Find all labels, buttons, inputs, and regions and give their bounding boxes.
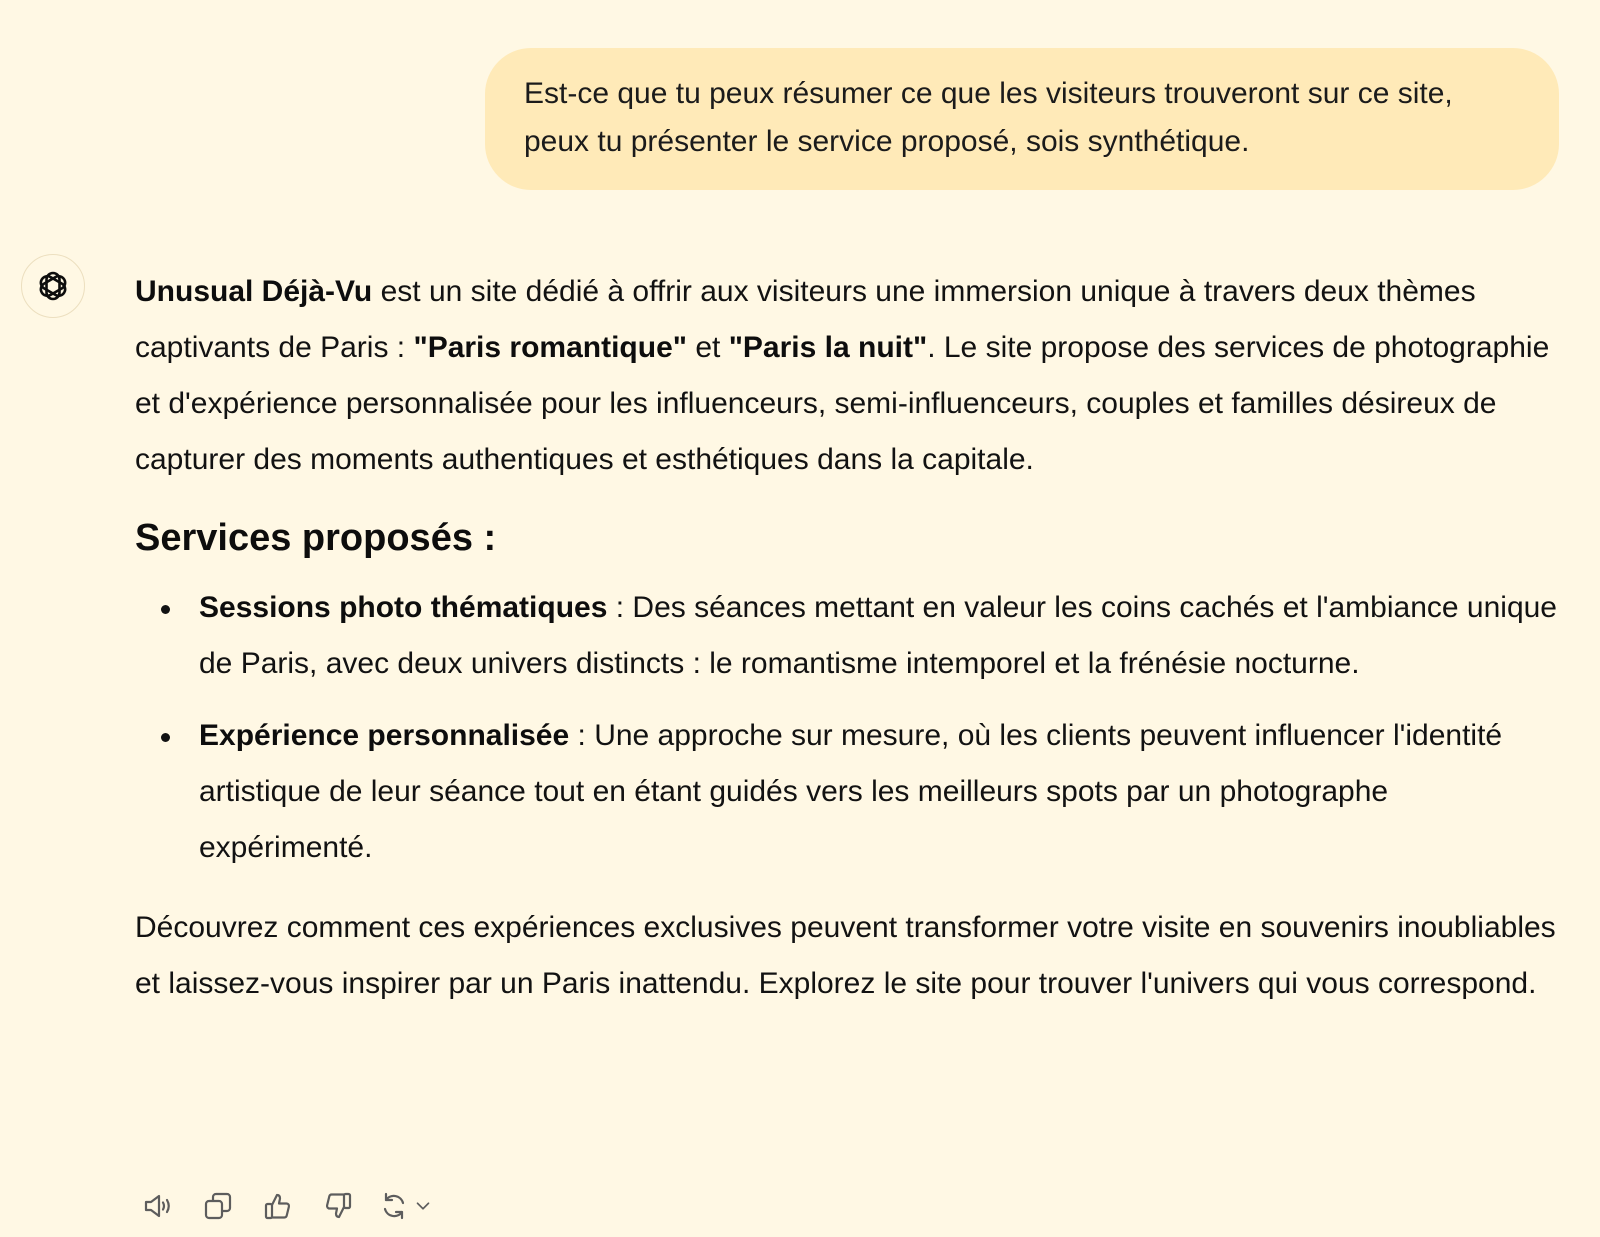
openai-logo-icon	[33, 266, 73, 306]
service-title: Sessions photo thématiques	[199, 591, 608, 624]
chevron-down-icon	[412, 1195, 434, 1217]
intro-paragraph	[135, 264, 1565, 488]
closing-paragraph: Découvrez comment ces expériences exclusives peuvent transformer votre visite en souvenirs inoubliables et laissez-vous inspirer par un Paris inattendu. Explorez le site pour trouver l'univers qui vous correspond.	[135, 911, 1556, 1000]
services-heading: Services proposés :	[135, 517, 497, 559]
assistant-avatar	[21, 254, 85, 318]
good-response-button[interactable]	[258, 1188, 298, 1224]
service-text: : Une approche sur mesure, où les clients peuvent influencer l'identité artistique de leur séance tout en étant guidés vers les meilleurs spots par un photographe expérimenté.	[199, 719, 1503, 864]
regenerate-icon	[378, 1190, 410, 1222]
services-list	[135, 580, 1565, 876]
list-item	[199, 580, 1565, 692]
thumbs-up-icon	[262, 1190, 294, 1222]
user-message-text: Est-ce que tu peux résumer ce que les visiteurs trouveront sur ce site, peux tu présenter le service proposé, sois synthétique.	[524, 77, 1453, 158]
service-text: : Des séances mettant en valeur les coins cachés et l'ambiance unique de Paris, avec deux univers distincts : le romantisme intemporel et la frénésie nocturne.	[199, 591, 1557, 680]
theme-romantic: "Paris romantique"	[413, 331, 687, 364]
list-item	[199, 708, 1565, 876]
speaker-icon	[142, 1190, 174, 1222]
assistant-message	[135, 264, 1565, 1012]
regenerate-button[interactable]	[378, 1188, 442, 1224]
service-title: Expérience personnalisée	[199, 719, 570, 752]
bad-response-button[interactable]	[318, 1188, 358, 1224]
brand-name: Unusual Déjà-Vu	[135, 275, 373, 308]
thumbs-down-icon	[322, 1190, 354, 1222]
message-actions	[138, 1188, 462, 1224]
intro-text-3: . Le site propose des services de photographie et d'expérience personnalisée pour les influenceurs, semi-influenceurs, couples et familles désireux de capturer des moments authentiques et esthétiques dans la capitale.	[135, 331, 1550, 476]
intro-text-2: et	[686, 331, 729, 364]
user-message-bubble	[485, 48, 1559, 190]
copy-icon	[202, 1190, 234, 1222]
read-aloud-button[interactable]	[138, 1188, 178, 1224]
theme-night: "Paris la nuit"	[728, 331, 928, 364]
copy-button[interactable]	[198, 1188, 238, 1224]
intro-text-1: est un site dédié à offrir aux visiteurs une immersion unique à travers deux thèmes captivants de Paris :	[135, 275, 1476, 364]
